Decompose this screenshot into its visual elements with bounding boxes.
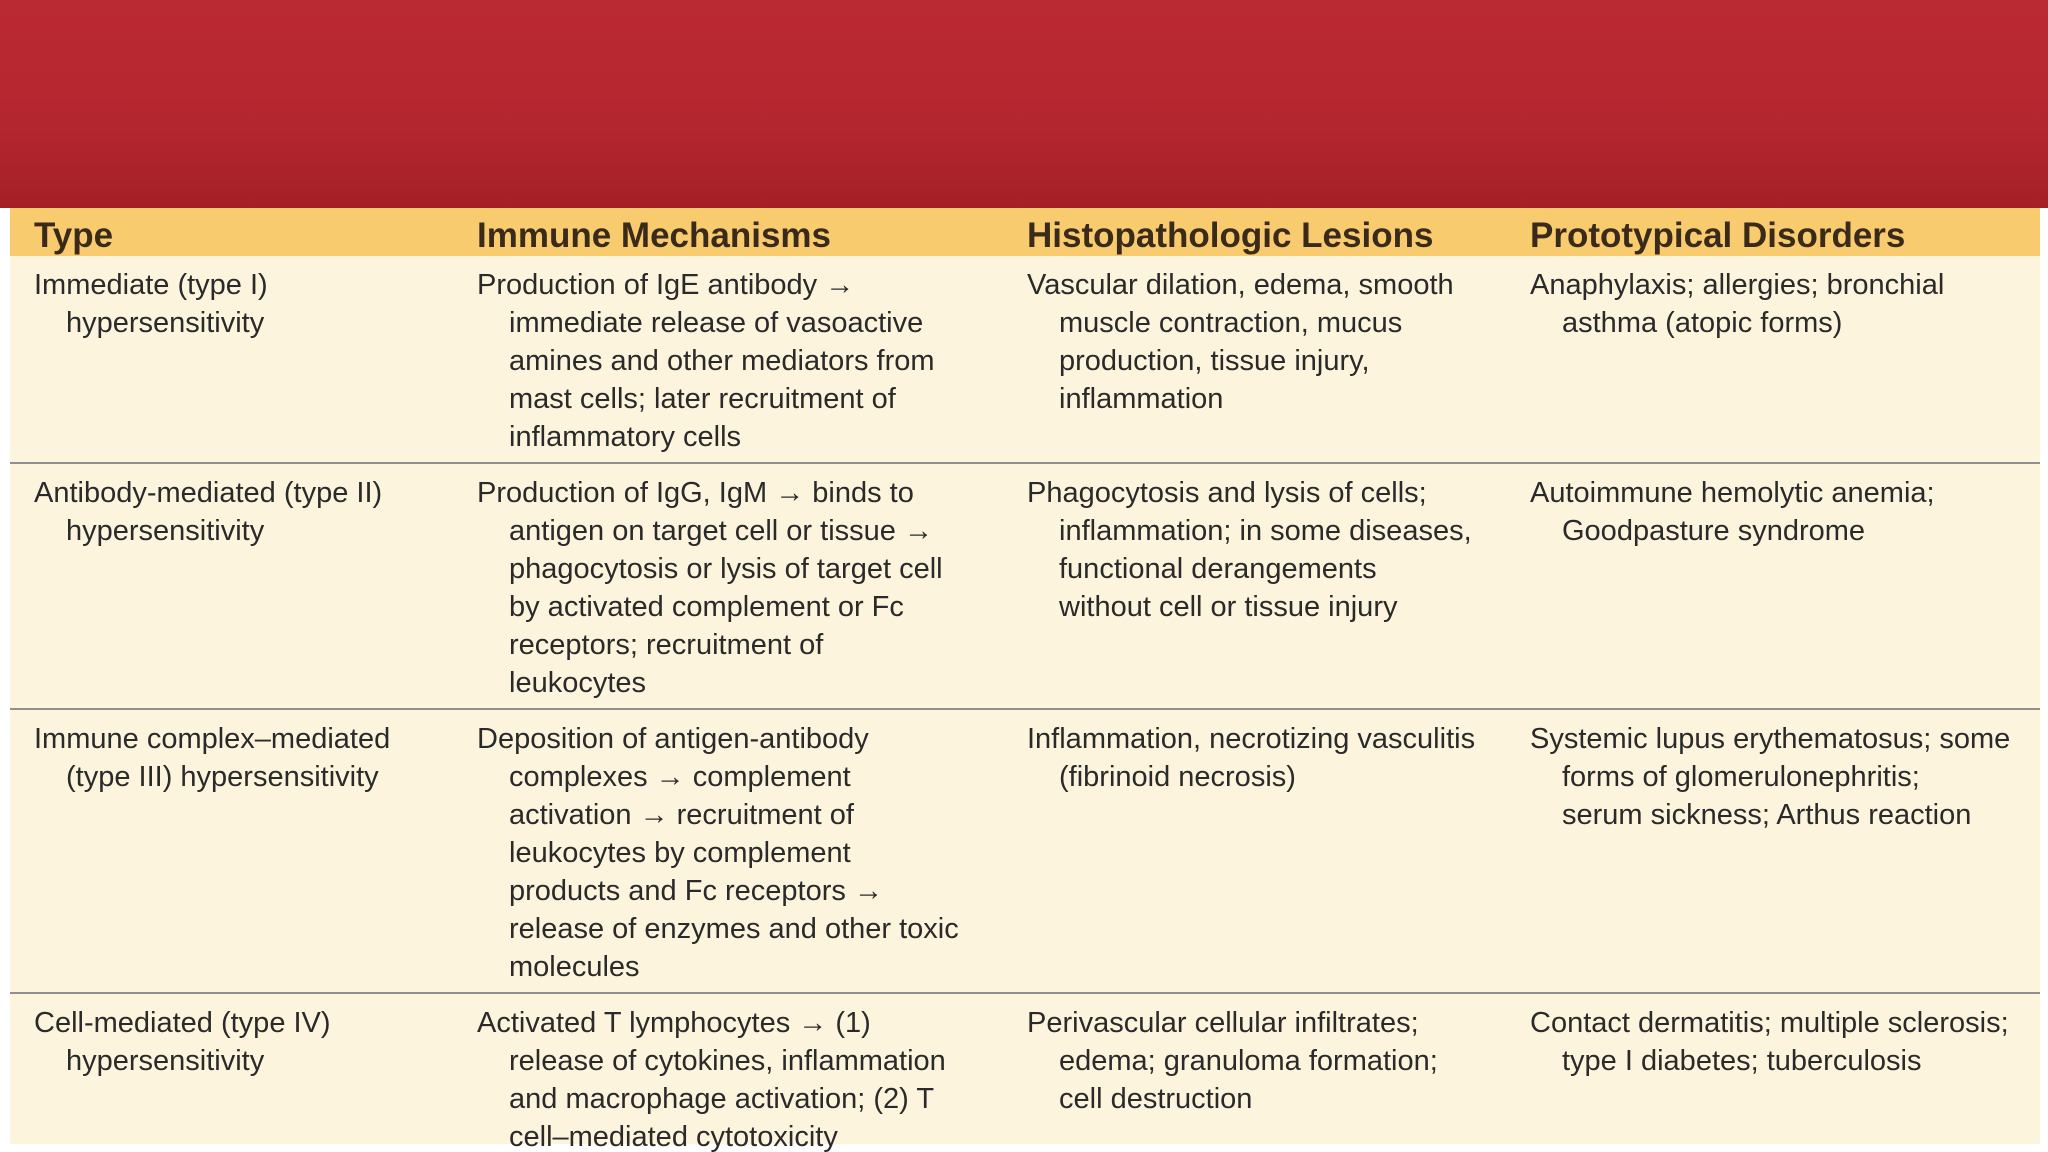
cell-mechanisms [453, 709, 1003, 993]
disorders-text: Systemic lupus erythematosus; some forms of glomerulonephritis; serum sickness; Arthus reaction [1530, 723, 2011, 831]
lesions-text: Vascular dilation, edema, smooth muscle contraction, mucus production, tissue injury, inflammation [1027, 269, 1454, 415]
type-text: Immediate (type I) hypersensitivity [34, 269, 268, 339]
cell-disorders [1506, 709, 2040, 993]
disorders-text: Autoimmune hemolytic anemia; Goodpasture syndrome [1530, 477, 1935, 547]
lesions-text: Phagocytosis and lysis of cells; inflammation; in some diseases, functional derangements without cell or tissue injury [1027, 477, 1472, 623]
lesions-text: Perivascular cellular infiltrates; edema; granuloma formation; cell destruction [1027, 1007, 1438, 1115]
cell-type [10, 463, 453, 709]
cell-type [10, 256, 453, 463]
mechanisms-text: Deposition of antigen-antibody complexes → complement activation → recruitment of leukocytes by complement products and Fc receptors → release of enzymes and other toxic molecules [477, 723, 959, 983]
type-text: Immune complex–mediated (type III) hypersensitivity [34, 723, 391, 793]
cell-type [10, 993, 453, 1152]
header-type: Type [10, 190, 453, 256]
hypersensitivity-table-container [10, 190, 2040, 1152]
hypersensitivity-table [10, 190, 2040, 1152]
table-row [10, 993, 2040, 1152]
cell-mechanisms [453, 463, 1003, 709]
mechanisms-text: Activated T lymphocytes → (1) release of cytokines, inflammation and macrophage activation; (2) T cell–mediated cytotoxicity [477, 1007, 946, 1152]
cell-lesions [1003, 256, 1506, 463]
header-immune-mechanisms: Immune Mechanisms [453, 190, 1003, 256]
disorders-text: Contact dermatitis; multiple sclerosis; type I diabetes; tuberculosis [1530, 1007, 2009, 1077]
cell-disorders [1506, 993, 2040, 1152]
title-banner [0, 0, 2048, 208]
mechanisms-text: Production of IgG, IgM → binds to antigen on target cell or tissue → phagocytosis or lysis of target cell by activated complement or Fc receptors; recruitment of leukocytes [477, 477, 943, 699]
cell-lesions [1003, 993, 1506, 1152]
cell-mechanisms [453, 993, 1003, 1152]
lesions-text: Inflammation, necrotizing vasculitis (fibrinoid necrosis) [1027, 723, 1476, 793]
cell-disorders [1506, 256, 2040, 463]
header-prototypical-disorders: Prototypical Disorders [1506, 190, 2040, 256]
table-row [10, 256, 2040, 463]
type-text: Cell-mediated (type IV) hypersensitivity [34, 1007, 331, 1077]
disorders-text: Anaphylaxis; allergies; bronchial asthma (atopic forms) [1530, 269, 1945, 339]
cell-lesions [1003, 709, 1506, 993]
header-histopathologic-lesions: Histopathologic Lesions [1003, 190, 1506, 256]
table-row [10, 463, 2040, 709]
cell-mechanisms [453, 256, 1003, 463]
cell-type [10, 709, 453, 993]
mechanisms-text: Production of IgE antibody → immediate release of vasoactive amines and other mediators from mast cells; later recruitment of inflammatory cells [477, 269, 935, 453]
cell-lesions [1003, 463, 1506, 709]
table-row [10, 709, 2040, 993]
cell-disorders [1506, 463, 2040, 709]
type-text: Antibody-mediated (type II) hypersensitivity [34, 477, 383, 547]
